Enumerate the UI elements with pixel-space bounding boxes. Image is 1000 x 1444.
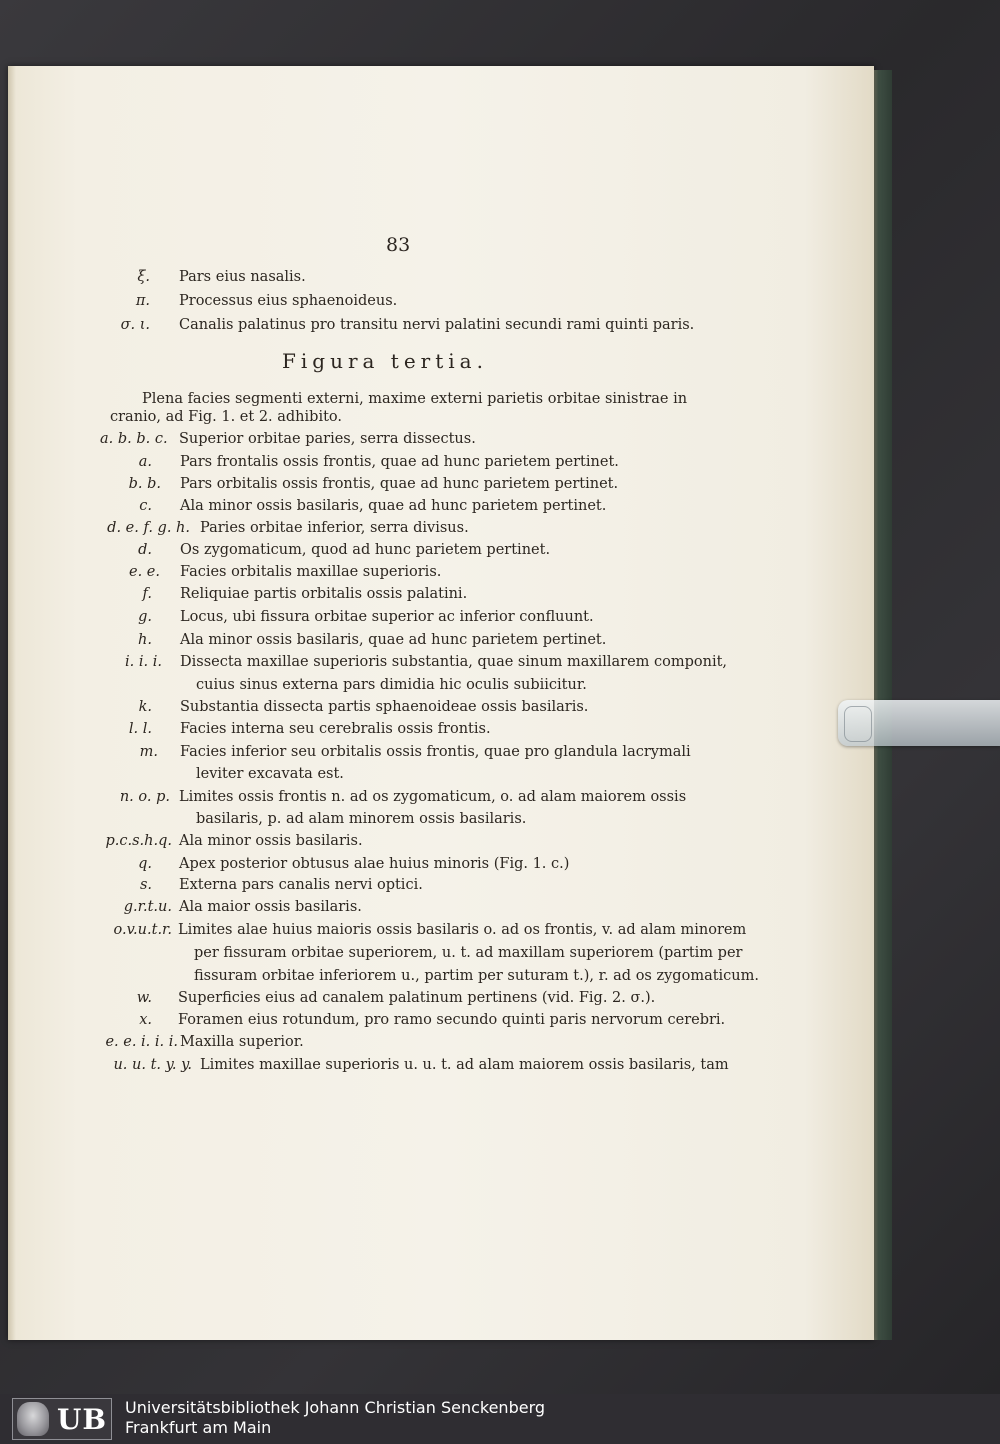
entry-text: Substantia dissecta partis sphaenoideae ossis basilaris. xyxy=(180,699,589,715)
entry-label: u. u. t. y. y. xyxy=(113,1057,192,1073)
portrait-icon xyxy=(17,1402,49,1436)
entry-text: Ala minor ossis basilaris, quae ad hunc parietem pertinet. xyxy=(180,498,607,514)
entry-label: π. xyxy=(135,293,150,309)
entry-label: q. xyxy=(138,856,152,872)
section-heading: Figura tertia. xyxy=(282,349,488,373)
entry-text-continued: fissuram orbitae inferiorem u., partim per suturam t.), r. ad os zygomaticum. xyxy=(194,968,759,984)
entry-text: Canalis palatinus pro transitu nervi palatini secundi rami quinti paris. xyxy=(179,317,695,333)
entry-text: Pars eius nasalis. xyxy=(179,269,306,285)
entry-text: Superficies eius ad canalem palatinum pertinens (vid. Fig. 2. σ.). xyxy=(178,990,656,1006)
library-footer xyxy=(0,1394,1000,1444)
entry-text: Maxilla superior. xyxy=(180,1034,304,1050)
page-gutter-shadow xyxy=(8,66,16,1340)
intro-line: cranio, ad Fig. 1. et 2. adhibito. xyxy=(110,409,342,425)
library-logo-text: UB xyxy=(57,1403,108,1436)
entry-label: d. xyxy=(138,542,152,558)
entry-label: k. xyxy=(138,699,152,715)
library-name: Universitätsbibliothek Johann Christian Senckenberg xyxy=(125,1398,546,1417)
entry-text: Facies interna seu cerebralis ossis frontis. xyxy=(180,721,491,737)
entry-text: Ala minor ossis basilaris. xyxy=(179,833,363,849)
entry-label: w. xyxy=(136,990,152,1006)
entry-label: f. xyxy=(142,586,152,602)
entry-label: x. xyxy=(139,1012,152,1028)
entry-text: Reliquiae partis orbitalis ossis palatini. xyxy=(180,586,468,602)
entry-label: e. e. xyxy=(129,564,160,580)
entry-label: e. e. i. i. i. xyxy=(105,1034,178,1050)
entry-text: Superior orbitae paries, serra dissectus. xyxy=(179,431,476,447)
entry-label: g. xyxy=(138,609,152,625)
entry-label: d. e. f. g. h. xyxy=(107,520,190,536)
entry-text: Os zygomaticum, quod ad hunc parietem pertinet. xyxy=(180,542,551,558)
entry-label: b. b. xyxy=(128,476,161,492)
intro-line: Plena facies segmenti externi, maxime externi parietis orbitae sinistrae in xyxy=(142,391,688,407)
entry-text: Processus eius sphaenoideus. xyxy=(179,293,398,309)
library-logo xyxy=(12,1398,112,1440)
entry-label: c. xyxy=(139,498,152,514)
entry-label: s. xyxy=(139,877,152,893)
entry-text: Foramen eius rotundum, pro ramo secundo quinti paris nervorum cerebri. xyxy=(178,1012,726,1028)
entry-text: Ala maior ossis basilaris. xyxy=(179,899,362,915)
entry-text: Pars orbitalis ossis frontis, quae ad hunc parietem pertinet. xyxy=(180,476,619,492)
entry-label: m. xyxy=(139,744,158,760)
entry-label: p.c.s.h.q. xyxy=(105,833,172,849)
page-number: 83 xyxy=(386,234,411,256)
entry-label: g.r.t.u. xyxy=(123,899,172,915)
entry-text: Limites ossis frontis n. ad os zygomaticum, o. ad alam maiorem ossis xyxy=(179,789,687,805)
entry-text: Pars frontalis ossis frontis, quae ad hunc parietem pertinet. xyxy=(180,454,619,470)
page-holder-clip xyxy=(838,700,1000,746)
entry-text: Locus, ubi fissura orbitae superior ac inferior confluunt. xyxy=(180,609,594,625)
entry-label: h. xyxy=(138,632,152,648)
entry-label: o.v.u.t.r. xyxy=(113,922,172,938)
library-city: Frankfurt am Main xyxy=(125,1418,272,1437)
entry-text-continued: leviter excavata est. xyxy=(196,766,344,782)
entry-text: Ala minor ossis basilaris, quae ad hunc parietem pertinet. xyxy=(180,632,607,648)
entry-label: i. i. i. xyxy=(125,654,162,670)
entry-text-continued: cuius sinus externa pars dimidia hic oculis subiicitur. xyxy=(196,677,587,693)
entry-text: Dissecta maxillae superioris substantia, quae sinum maxillarem componit, xyxy=(180,654,728,670)
entry-text: Externa pars canalis nervi optici. xyxy=(179,877,423,893)
entry-text: Facies inferior seu orbitalis ossis frontis, quae pro glandula lacrymali xyxy=(180,744,691,760)
entry-text: Limites alae huius maioris ossis basilaris o. ad os frontis, v. ad alam minorem xyxy=(178,922,747,938)
entry-label: a. b. b. c. xyxy=(100,431,168,447)
entry-text: Apex posterior obtusus alae huius minoris (Fig. 1. c.) xyxy=(179,856,570,872)
entry-text-continued: basilaris, p. ad alam minorem ossis basilaris. xyxy=(196,811,527,827)
entry-label: a. xyxy=(138,454,152,470)
entry-text: Paries orbitae inferior, serra divisus. xyxy=(200,520,469,536)
entry-text: Facies orbitalis maxillae superioris. xyxy=(180,564,442,580)
entry-label: n. o. p. xyxy=(119,789,170,805)
entry-label: σ. ι. xyxy=(120,317,150,333)
entry-text: Limites maxillae superioris u. u. t. ad alam maiorem ossis basilaris, tam xyxy=(200,1057,729,1073)
entry-label: l. l. xyxy=(128,721,152,737)
entry-text-continued: per fissuram orbitae superiorem, u. t. ad maxillam superiorem (partim per xyxy=(194,945,743,961)
entry-label: ξ. xyxy=(137,269,150,285)
